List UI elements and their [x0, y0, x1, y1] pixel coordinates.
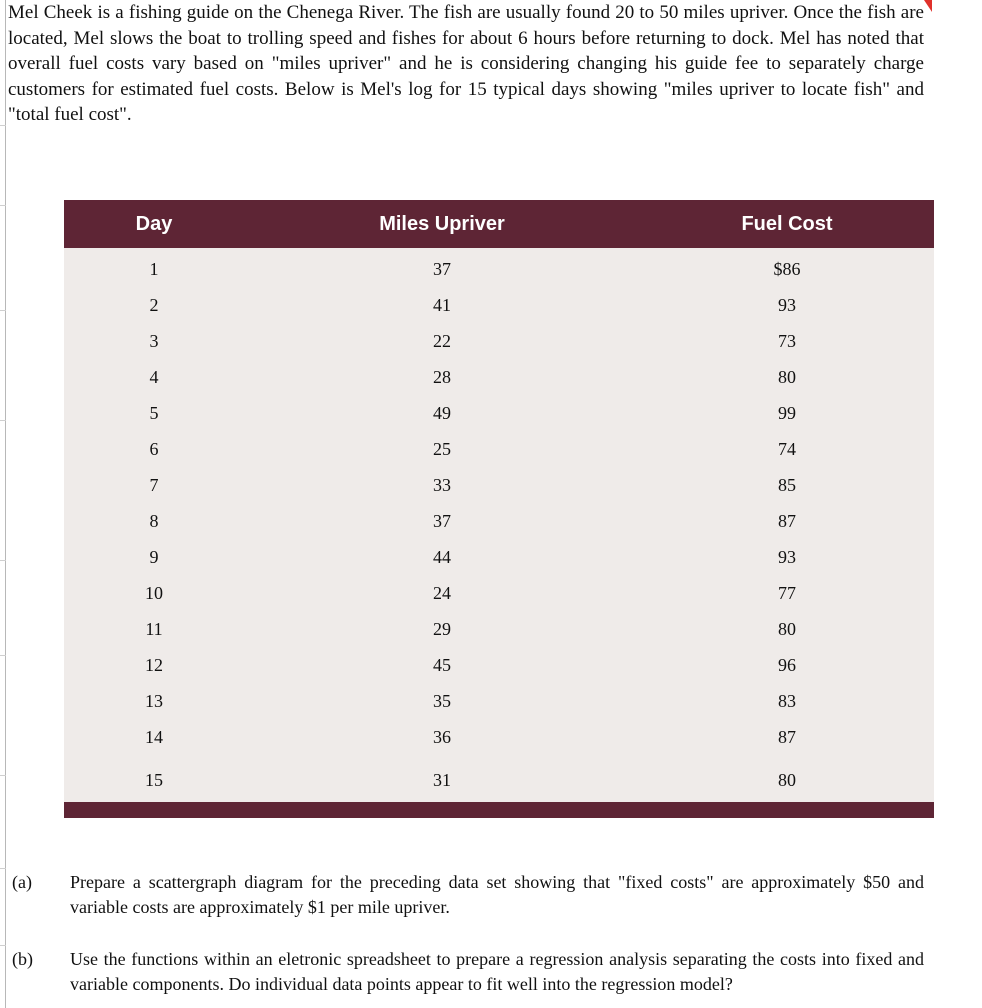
table-row [64, 403, 934, 424]
grid-line [0, 310, 6, 311]
cell-miles: 25 [433, 439, 451, 459]
cell-miles: 41 [433, 295, 451, 315]
cell-day: 2 [149, 295, 159, 315]
cell-miles: 28 [433, 367, 451, 387]
cell-miles: 31 [433, 770, 451, 790]
cell-day: 8 [149, 511, 159, 531]
table-row [64, 511, 934, 532]
grid-line [0, 868, 6, 869]
table-header [64, 200, 934, 248]
table-footer-bar [64, 802, 934, 818]
cell-miles: 37 [433, 511, 451, 531]
cell-fuel: 74 [778, 439, 796, 459]
cell-fuel: 93 [778, 547, 796, 567]
cell-day: 5 [149, 403, 159, 423]
cell-fuel: 87 [778, 511, 796, 531]
table-row [64, 475, 934, 496]
cell-fuel: 96 [778, 655, 796, 675]
cell-day: 10 [145, 583, 163, 603]
table-row [64, 727, 934, 748]
grid-line [0, 420, 6, 421]
question-text: Use the functions within an eletronic spreadsheet to prepare a regression analysis separating the costs into fixed and variable components. Do individual data points appear to fit well into the regression model? [70, 949, 924, 994]
cell-day: 4 [149, 367, 159, 387]
cell-miles: 36 [433, 727, 451, 747]
question-text: Prepare a scattergraph diagram for the preceding data set showing that "fixed costs" are approximately $50 and variable costs are approximately $1 per mile upriver. [70, 872, 924, 917]
table-body [64, 248, 934, 802]
grid-line [0, 205, 6, 206]
grid-line [0, 775, 6, 776]
table-row [64, 583, 934, 604]
cell-day: 1 [149, 259, 159, 279]
table-row [64, 770, 934, 791]
grid-line [0, 560, 6, 561]
cell-fuel: 87 [778, 727, 796, 747]
question-label: (a) [12, 872, 32, 892]
cell-day: 13 [145, 691, 163, 711]
cell-miles: 49 [433, 403, 451, 423]
cell-fuel: 99 [778, 403, 796, 423]
cell-day: 3 [149, 331, 159, 351]
grid-line [0, 945, 6, 946]
cell-fuel: 77 [778, 583, 796, 603]
cell-fuel: $86 [773, 259, 801, 279]
cell-day: 14 [145, 727, 163, 747]
cell-miles: 45 [433, 655, 451, 675]
cell-fuel: 80 [778, 770, 796, 790]
cell-fuel: 80 [778, 619, 796, 639]
comment-indicator[interactable] [924, 0, 932, 12]
table-row [64, 691, 934, 712]
fuel-log-table [64, 200, 934, 818]
cell-miles: 44 [433, 547, 451, 567]
cell-miles: 37 [433, 259, 451, 279]
table-row [64, 655, 934, 676]
table-row [64, 259, 934, 280]
cell-fuel: 83 [778, 691, 796, 711]
cell-miles: 22 [433, 331, 451, 351]
problem-intro: Mel Cheek is a fishing guide on the Chenega River. The fish are usually found 20 to 50 miles upriver. Once the fish are located, Mel slows the boat to trolling speed and fishes for about 6 hours before returning to dock. Mel has noted that overall fuel costs vary based on "miles upriver" and he is considering changing his guide fee to separately charge customers for estimated fuel costs. Below is Mel's log for 15 typical days showing "miles upriver to locate fish" and "total fuel cost". [8, 2, 924, 125]
cell-fuel: 85 [778, 475, 796, 495]
grid-line [0, 125, 6, 126]
cell-fuel: 80 [778, 367, 796, 387]
table-row [64, 547, 934, 568]
grid-line [0, 655, 6, 656]
cell-miles: 33 [433, 475, 451, 495]
table-row [64, 439, 934, 460]
cell-day: 15 [145, 770, 163, 790]
cell-fuel: 93 [778, 295, 796, 315]
table-row [64, 295, 934, 316]
table-row [64, 619, 934, 640]
cell-miles: 35 [433, 691, 451, 711]
question-label: (b) [12, 949, 33, 969]
cell-day: 6 [149, 439, 159, 459]
table-row [64, 367, 934, 388]
header-miles-upriver: Miles Upriver [379, 212, 505, 235]
cell-day: 9 [149, 547, 159, 567]
sheet-left-border [5, 0, 6, 1008]
cell-day: 7 [149, 475, 159, 495]
cell-day: 11 [145, 619, 163, 639]
table-row [64, 331, 934, 352]
header-day: Day [135, 212, 173, 235]
cell-miles: 24 [433, 583, 451, 603]
cell-day: 12 [145, 655, 163, 675]
header-fuel-cost: Fuel Cost [741, 212, 833, 235]
cell-fuel: 73 [778, 331, 796, 351]
cell-miles: 29 [433, 619, 451, 639]
